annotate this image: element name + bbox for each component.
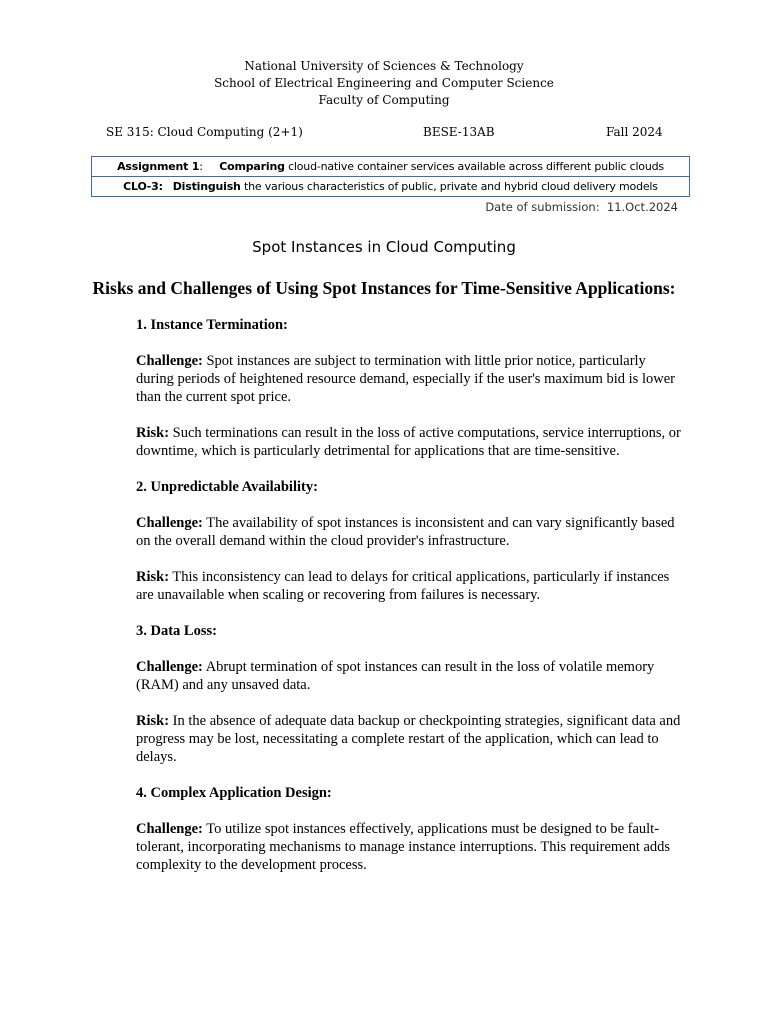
clo-text: the various characteristics of public, private and hybrid cloud delivery models (243, 180, 658, 193)
challenge-label: Challenge: (136, 353, 203, 369)
faculty-name: Faculty of Computing (318, 93, 450, 107)
course-code: SE 315: Cloud Computing (2+1) (106, 125, 303, 139)
challenge-label: Challenge: (136, 515, 203, 531)
risk-label: Risk: (136, 713, 170, 729)
submission-date (485, 200, 678, 214)
risk-label: Risk: (136, 425, 170, 441)
document-title: Spot Instances in Cloud Computing (252, 238, 516, 256)
document-body (136, 316, 681, 892)
challenge-paragraph (136, 352, 681, 406)
course-term: Fall 2024 (606, 125, 663, 139)
risk-text: In the absence of adequate data backup or checkpointing strategies, significant data and progress may be lost, necessitating a complete restart of the application, which can lead to delays. (136, 713, 681, 765)
clo-row (92, 176, 689, 196)
course-batch: BESE-13AB (423, 125, 495, 139)
submission-value: 11.Oct.2024 (606, 200, 678, 214)
challenge-text: Abrupt termination of spot instances can result in the loss of volatile memory (RAM) and any unsaved data. (136, 659, 655, 693)
assignment-table (91, 156, 690, 197)
section-title: 1. Instance Termination: (136, 317, 288, 333)
challenge-paragraph (136, 658, 681, 694)
risk-paragraph (136, 424, 681, 460)
assignment-label: Assignment 1 (117, 160, 200, 173)
challenge-paragraph (136, 820, 681, 874)
challenge-paragraph (136, 514, 681, 550)
clo-verb: Distinguish (172, 180, 241, 193)
risk-label: Risk: (136, 569, 170, 585)
clo-label: CLO-3: (123, 180, 163, 193)
challenge-text: Spot instances are subject to termination with little prior notice, particularly during periods of heightened resource demand, especially if the user's maximum bid is lower than the current spot price. (136, 353, 675, 405)
risk-paragraph (136, 568, 681, 604)
challenge-text: To utilize spot instances effectively, applications must be designed to be fault-tolerant, incorporating mechanisms to manage instance interruptions. This requirement adds complexity to the development process. (136, 821, 671, 873)
challenge-label: Challenge: (136, 821, 203, 837)
assignment-text: cloud-native container services available across different public clouds (288, 160, 664, 173)
assignment-verb: Comparing (219, 160, 285, 173)
challenge-text: The availability of spot instances is inconsistent and can vary significantly based on the overall demand within the cloud provider's infrastructure. (136, 515, 675, 549)
school-name: School of Electrical Engineering and Computer Science (214, 76, 554, 90)
risk-text: This inconsistency can lead to delays for critical applications, particularly if instances are unavailable when scaling or recovering from failures is necessary. (136, 569, 670, 603)
section-title: 3. Data Loss: (136, 623, 217, 639)
challenge-label: Challenge: (136, 659, 203, 675)
section-title: 4. Complex Application Design: (136, 785, 332, 801)
assignment-row (92, 157, 689, 176)
university-name: National University of Sciences & Technology (244, 59, 524, 73)
main-heading: Risks and Challenges of Using Spot Instances for Time-Sensitive Applications: (92, 278, 676, 298)
assignment-separator: : (199, 160, 203, 173)
section-title: 2. Unpredictable Availability: (136, 479, 318, 495)
risk-paragraph (136, 712, 681, 766)
risk-text: Such terminations can result in the loss of active computations, service interruptions, or downtime, which is particularly detrimental for applications that are time-sensitive. (136, 425, 681, 459)
submission-label: Date of submission: (485, 200, 600, 214)
